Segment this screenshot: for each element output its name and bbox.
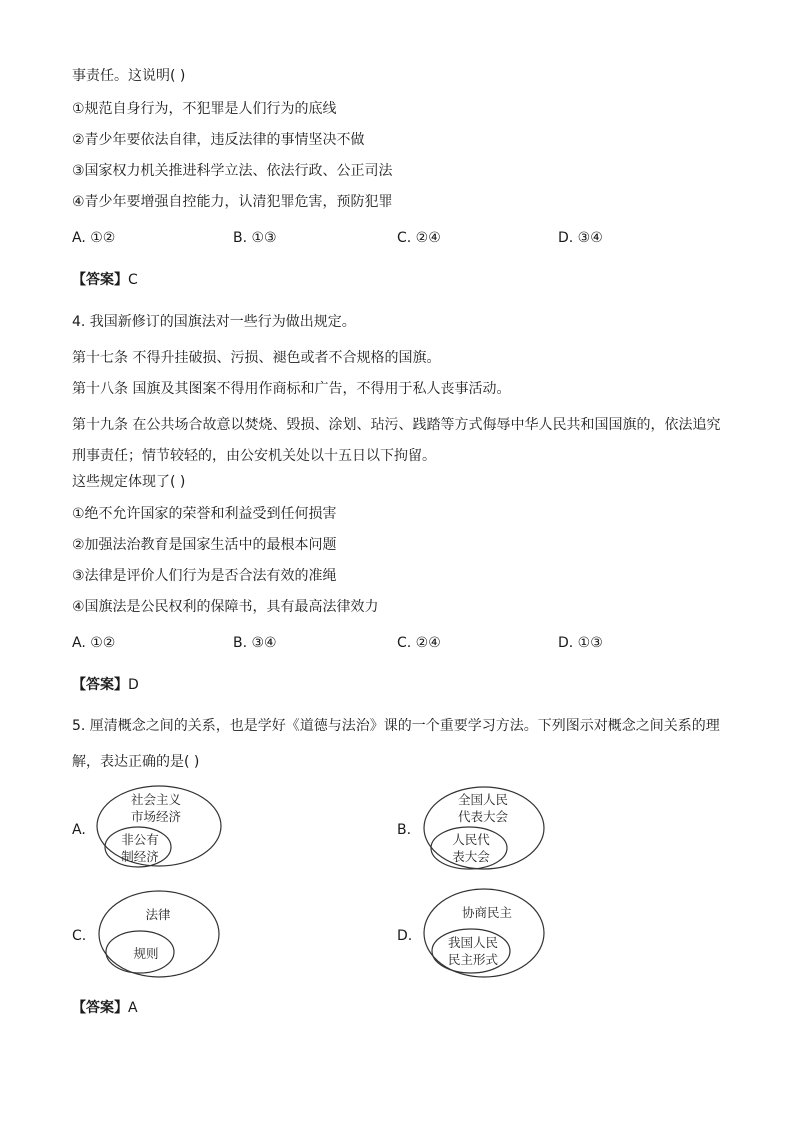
diagram-b-outer-line-2: 代表大会	[457, 809, 509, 824]
diagram-d-inner-line-1: 我国人民	[447, 935, 499, 950]
answer-value: C	[128, 272, 138, 288]
answer-label: 【答案】	[72, 272, 128, 288]
q3-option-a: A. ①②	[72, 230, 116, 246]
diagram-c-label: C.	[72, 928, 87, 944]
diagram-a-label: A.	[72, 822, 86, 838]
q4-answer	[72, 675, 139, 695]
diagram-b-label: B.	[397, 822, 412, 838]
q4-statement-3: ③法律是评价人们行为是否合法有效的准绳	[72, 568, 337, 584]
q3-statement-1: ①规范自身行为，不犯罪是人们行为的底线	[72, 101, 337, 117]
q3-option-c: C. ②④	[397, 230, 441, 246]
q4-statement-1: ①绝不允许国家的荣誉和利益受到任何损害	[72, 506, 337, 522]
q4-statement-4: ④国旗法是公民权利的保障书，具有最高法律效力	[72, 599, 379, 615]
q3-statement-4: ④青少年要增强自控能力，认清犯罪危害，预防犯罪	[72, 194, 393, 210]
q3-option-d: D. ③④	[558, 230, 603, 246]
diagram-a-inner-line-1: 非公有	[121, 832, 159, 847]
q4-option-c: C. ②④	[397, 635, 441, 651]
diagram-d-inner-line-2: 民主形式	[447, 952, 499, 967]
diagram-a-outer-line-1: 社会主义	[130, 792, 182, 807]
answer-value: D	[128, 677, 139, 693]
diagram-b-venn	[421, 784, 551, 872]
diagram-b-outer-line-1: 全国人民	[457, 792, 509, 807]
q5-answer	[72, 998, 138, 1018]
diagram-b-inner-line-1: 人民代	[452, 832, 490, 847]
q3-answer	[72, 270, 138, 290]
diagram-c-outer-line-1: 法律	[145, 907, 171, 922]
q4-option-d: D. ①③	[558, 635, 603, 651]
q5-stem-line-2: 解，表达正确的是( )	[72, 754, 200, 770]
q4-article-18: 第十八条 国旗及其图案不得用作商标和广告，不得用于私人丧事活动。	[72, 381, 511, 397]
q3-statement-3: ③国家权力机关推进科学立法、依法行政、公正司法	[72, 163, 393, 179]
q3-option-b: B. ①③	[233, 230, 277, 246]
diagram-c-venn	[96, 888, 226, 980]
q3-stem-tail: 事责任。这说明( )	[72, 68, 186, 84]
diagram-a-venn	[94, 784, 224, 870]
diagram-d-outer-line-1: 协商民主	[461, 905, 513, 920]
answer-value: A	[128, 1000, 138, 1016]
answer-label: 【答案】	[72, 1000, 128, 1016]
q4-question: 这些规定体现了( )	[72, 474, 186, 490]
diagram-a-inner-line-2: 制经济	[121, 849, 159, 864]
q4-stem: 4. 我国新修订的国旗法对一些行为做出规定。	[72, 314, 356, 330]
q3-statement-2: ②青少年要依法自律，违反法律的事情坚决不做	[72, 132, 365, 148]
q4-article-19: 第十九条 在公共场合故意以焚烧、毁损、涂划、玷污、践踏等方式侮辱中华人民共和国国旗的，依法追究刑事责任；情节较轻的，由公安机关处以十五日以下拘留。	[72, 417, 721, 464]
q4-option-a: A. ①②	[72, 635, 116, 651]
answer-label: 【答案】	[72, 677, 128, 693]
diagram-d-label: D.	[397, 928, 413, 944]
diagram-c-inner-line-1: 规则	[133, 946, 159, 961]
diagram-a-outer-line-2: 市场经济	[130, 809, 182, 824]
q5-stem-line-1: 5. 厘清概念之间的关系，也是学好《道德与法治》课的一个重要学习方法。下列图示对概念之间关系的理	[72, 718, 720, 734]
diagram-b-inner-line-2: 表大会	[452, 849, 490, 864]
diagram-d-venn	[421, 886, 551, 980]
q4-article-17: 第十七条 不得升挂破损、污损、褪色或者不合规格的国旗。	[72, 350, 441, 366]
q4-statement-2: ②加强法治教育是国家生活中的最根本问题	[72, 537, 337, 553]
q4-option-b: B. ③④	[233, 635, 277, 651]
